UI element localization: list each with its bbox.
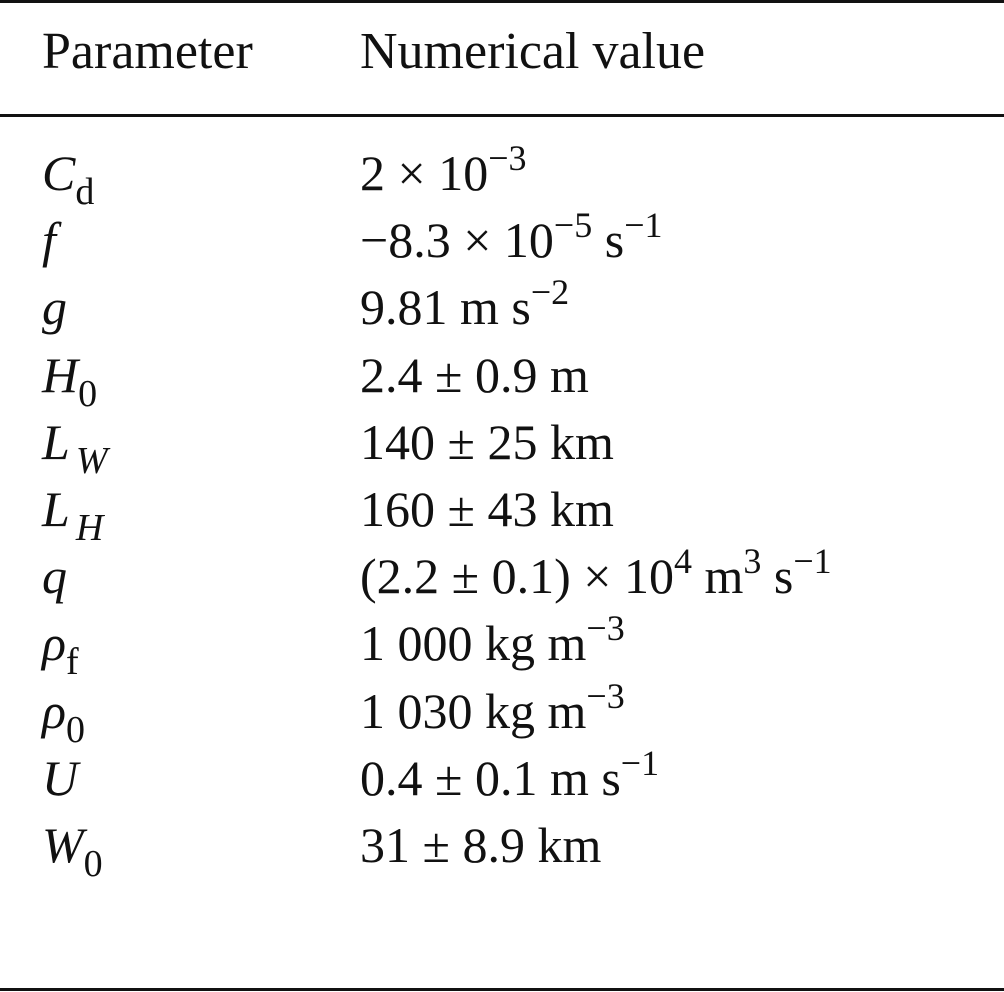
value-text: 31 ± 8.9 km [360, 817, 602, 873]
value-cell [360, 476, 614, 542]
table-row [0, 409, 1004, 482]
table-row [0, 742, 1004, 811]
parameter-symbol: L [42, 481, 70, 537]
parameter-symbol: ρ [42, 682, 66, 739]
table-row [0, 476, 1004, 549]
table-row [0, 675, 1004, 751]
value-text: 0.4 ± 0.1 m s [360, 749, 621, 806]
parameter-subscript: f [66, 641, 79, 684]
parameter-cell [42, 678, 85, 749]
table-row [0, 543, 1004, 609]
value-exponent: −3 [586, 608, 625, 649]
table-row [0, 138, 1004, 213]
parameter-subscript: 0 [78, 372, 98, 415]
parameter-cell [42, 274, 67, 340]
parameter-symbol: f [42, 212, 56, 269]
value-exponent: −3 [586, 675, 625, 716]
value-text: 9.81 m s [360, 279, 531, 336]
parameter-cell [42, 409, 107, 480]
parameter-subscript: W [75, 439, 108, 482]
value-cell [360, 342, 589, 408]
parameter-symbol: W [42, 817, 84, 873]
table-bottom-rule [0, 988, 1004, 991]
value-text: m [691, 548, 744, 605]
parameter-symbol: C [42, 145, 76, 201]
parameter-symbol: ρ [42, 615, 66, 672]
value-cell [360, 610, 625, 681]
parameter-subscript: 0 [66, 708, 85, 751]
value-cell [360, 140, 527, 211]
value-exponent: 3 [743, 541, 762, 582]
value-exponent: −3 [488, 138, 527, 178]
parameter-cell [42, 207, 56, 273]
value-text: 140 ± 25 km [360, 413, 614, 470]
parameter-cell [42, 812, 103, 883]
parameter-symbol: q [42, 548, 67, 605]
table-row [0, 608, 1004, 684]
parameter-cell [42, 342, 97, 413]
value-text: 2 × 10 [360, 145, 489, 201]
parameter-subscript: 0 [83, 843, 103, 885]
value-text: s [761, 548, 794, 605]
parameter-symbol: g [42, 279, 67, 336]
table-top-rule [0, 0, 1004, 3]
value-cell [360, 409, 614, 475]
parameter-subscript: H [75, 507, 104, 549]
table-row [0, 274, 1004, 340]
table-row [0, 207, 1004, 273]
value-exponent: −1 [624, 205, 663, 246]
parameter-symbol: H [42, 346, 79, 403]
value-cell [360, 543, 832, 614]
value-text: 1 030 kg m [360, 682, 587, 739]
value-text: 160 ± 43 km [360, 481, 614, 537]
parameter-symbol: L [42, 413, 70, 470]
value-cell [360, 812, 601, 878]
value-text: s [592, 212, 625, 269]
value-exponent: −1 [793, 541, 832, 582]
header-numerical-value: Numerical value [360, 23, 706, 80]
table-row [0, 342, 1004, 415]
header-parameter: Parameter [42, 23, 253, 80]
value-cell [360, 675, 625, 749]
parameter-cell [42, 543, 67, 609]
value-text: −8.3 × 10 [360, 212, 554, 269]
parameter-cell [42, 610, 79, 684]
table-header-rule [0, 114, 1004, 117]
parameter-subscript: d [75, 171, 95, 213]
value-exponent: 4 [673, 541, 692, 582]
parameter-cell [42, 745, 78, 811]
value-cell [360, 274, 569, 345]
value-text: (2.2 ± 0.1) × 10 [360, 548, 674, 605]
value-exponent: −1 [620, 742, 660, 783]
value-text: 1 000 kg m [360, 615, 587, 672]
parameter-cell [42, 476, 103, 547]
value-text: 2.4 ± 0.9 m [360, 346, 589, 403]
parameter-cell [42, 140, 94, 211]
value-cell [360, 207, 663, 278]
value-exponent: −5 [553, 205, 593, 246]
value-exponent: −2 [530, 272, 570, 313]
value-cell [360, 742, 660, 816]
parameter-symbol: U [42, 749, 79, 806]
table-row [0, 812, 1004, 885]
